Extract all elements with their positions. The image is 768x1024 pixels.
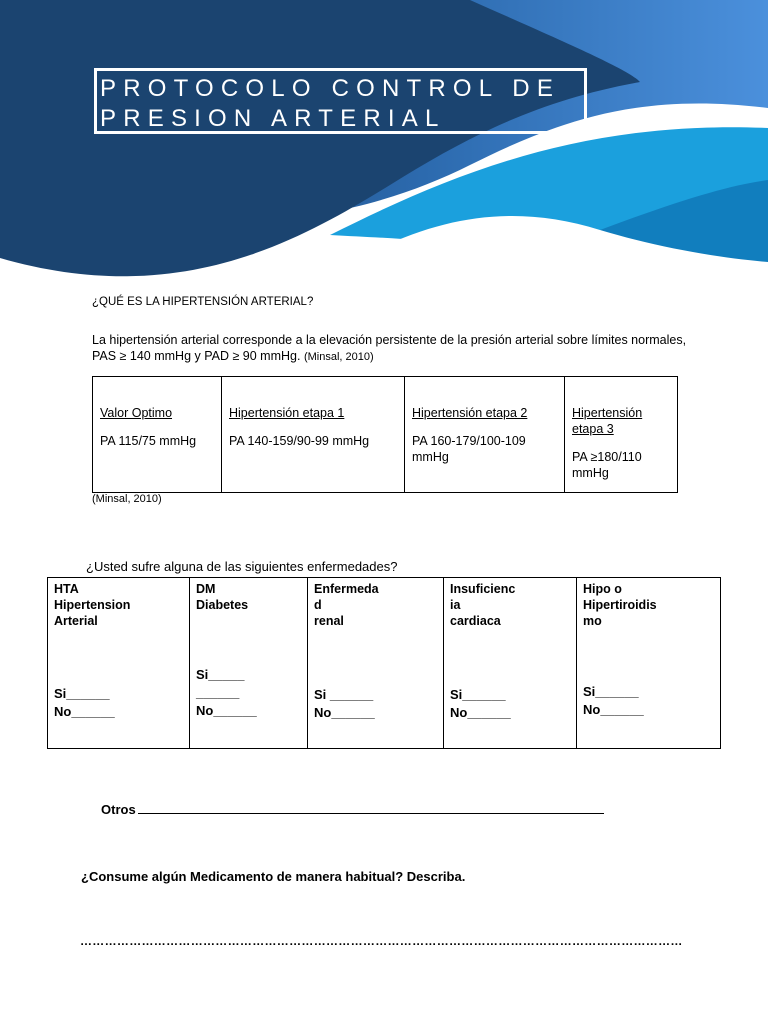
table-source: (Minsal, 2010) bbox=[92, 493, 162, 505]
disease-label: Hipo o Hipertiroidis mo bbox=[583, 582, 657, 628]
table-row bbox=[93, 377, 678, 493]
cell-heading: Hipertensión etapa 3 bbox=[572, 406, 643, 436]
cell-heading: Hipertensión etapa 1 bbox=[229, 406, 345, 420]
cell-value: PA 140-159/90-99 mmHg bbox=[229, 434, 370, 448]
disease-answer-field[interactable]: Si______ No______ bbox=[450, 687, 511, 720]
disease-answer-field[interactable]: Si______ No______ bbox=[583, 684, 644, 717]
page-title-line-1: PROTOCOLO CONTROL DE bbox=[100, 75, 561, 102]
table-cell bbox=[405, 377, 565, 493]
blood-pressure-table bbox=[92, 376, 678, 493]
header-wave-background bbox=[0, 0, 768, 300]
definition-text: La hipertensión arterial corresponde a la elevación persistente de la presión arterial sobre límites normales, PAS ≥ 140 mmHg y PAD ≥ 90 mmHg. bbox=[92, 333, 687, 363]
cell-value: PA ≥180/110 mmHg bbox=[572, 450, 642, 480]
cell-value: PA 160-179/100-109 mmHg bbox=[412, 434, 526, 464]
table-cell bbox=[565, 377, 678, 493]
diseases-table bbox=[47, 577, 721, 749]
cell-heading: Valor Optimo bbox=[100, 406, 173, 420]
section-heading-hypertension: ¿QUÉ ES LA HIPERTENSIÓN ARTERIAL? bbox=[92, 296, 314, 308]
page-title-line-2: PRESION ARTERIAL bbox=[100, 105, 446, 132]
disease-answer-field[interactable]: Si______ No______ bbox=[54, 686, 115, 719]
disease-cell-cardiac bbox=[444, 578, 577, 749]
disease-answer-field[interactable]: Si_____ ______ No______ bbox=[196, 667, 257, 718]
disease-cell-thyroid bbox=[577, 578, 721, 749]
cell-value: PA 115/75 mmHg bbox=[100, 434, 197, 448]
disease-label: HTA Hipertension Arterial bbox=[54, 582, 131, 628]
definition-source: (Minsal, 2010) bbox=[303, 351, 374, 363]
table-cell bbox=[222, 377, 405, 493]
otros-label: Otros bbox=[101, 802, 136, 817]
diseases-question: ¿Usted sufre alguna de las siguientes enfermedades? bbox=[86, 559, 398, 574]
disease-label: DM Diabetes bbox=[196, 582, 249, 612]
disease-label: Insuficienc ia cardiaca bbox=[450, 582, 516, 628]
disease-cell-renal bbox=[308, 578, 444, 749]
disease-cell-dm bbox=[190, 578, 308, 749]
table-row bbox=[48, 578, 721, 749]
otros-input-line[interactable] bbox=[138, 801, 604, 814]
medication-answer-line[interactable]: ………………………………………………………………………………………………………………………………… bbox=[80, 934, 683, 948]
disease-cell-hta bbox=[48, 578, 190, 749]
medication-question: ¿Consume algún Medicamento de manera habitual? Describa. bbox=[81, 869, 466, 884]
otros-row bbox=[101, 801, 604, 817]
cell-heading: Hipertensión etapa 2 bbox=[412, 406, 528, 420]
disease-label: Enfermeda d renal bbox=[314, 582, 379, 628]
table-cell bbox=[93, 377, 222, 493]
disease-answer-field[interactable]: Si ______ No______ bbox=[314, 687, 375, 720]
definition-paragraph bbox=[92, 332, 692, 365]
